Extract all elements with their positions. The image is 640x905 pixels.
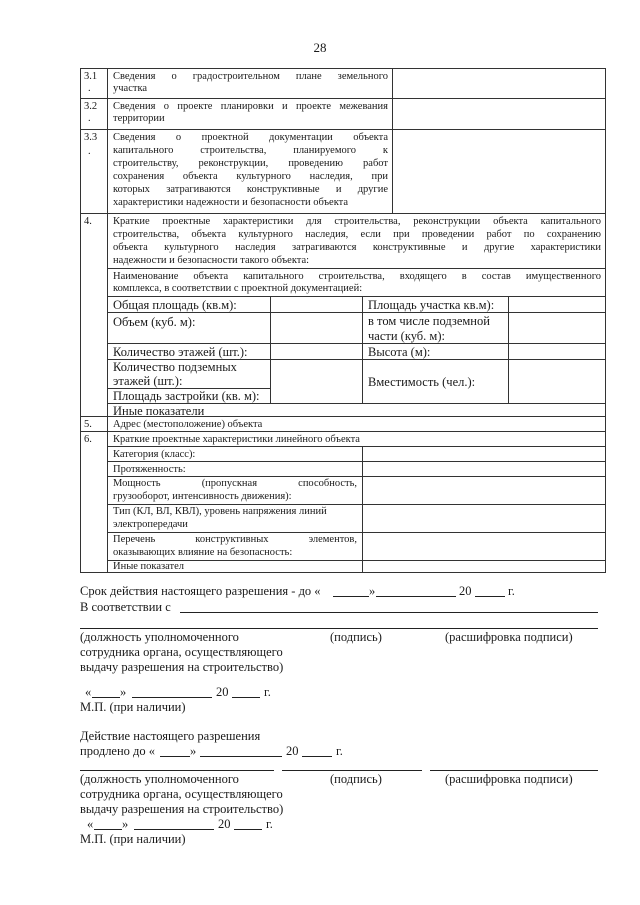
date-open-quote: « bbox=[85, 685, 92, 699]
page-number: 28 bbox=[313, 40, 327, 55]
row-text: строительства, объекта культурного наследия, если при проведении работ по сохранению bbox=[113, 229, 601, 240]
total-area-label: Общая площадь (кв.м): bbox=[113, 298, 237, 312]
extension-year-blank[interactable] bbox=[302, 756, 332, 757]
row-text: надежности и безопасности такого объекта: bbox=[113, 255, 310, 266]
validity-month-blank[interactable] bbox=[376, 596, 456, 597]
position-line[interactable] bbox=[80, 628, 274, 629]
validity-quote: » bbox=[369, 584, 376, 598]
power-label: грузооборот, интенсивность движения): bbox=[113, 491, 292, 502]
category-label: Категория (класс): bbox=[113, 449, 196, 460]
row-number: 3.1 bbox=[84, 71, 98, 82]
validity-year-blank[interactable] bbox=[475, 596, 505, 597]
elements-label: оказывающих влияние на безопасность: bbox=[113, 547, 293, 558]
extension-title: Действие настоящего разрешения bbox=[80, 729, 261, 743]
volume-label: Объем (куб. м): bbox=[113, 315, 196, 329]
stamp-note: М.П. (при наличии) bbox=[80, 832, 186, 846]
other-indicators-label: Иные показатели bbox=[113, 404, 205, 418]
date-year-prefix: 20 bbox=[216, 685, 229, 699]
position-caption: сотрудника органа, осуществляющего bbox=[80, 645, 283, 659]
date-year-suffix: г. bbox=[264, 685, 271, 699]
row-text: сохранения объекта культурного наследия, при bbox=[113, 171, 388, 182]
object-name-label: комплекса, в соответствии с проектной документацией: bbox=[113, 283, 363, 294]
other-indicators-label: Иные показател bbox=[113, 561, 185, 572]
row-number-dot: . bbox=[88, 146, 91, 157]
date-day-blank[interactable] bbox=[92, 697, 120, 698]
position-line[interactable] bbox=[80, 770, 274, 771]
plot-area-label: Площадь участка кв.м): bbox=[368, 298, 495, 312]
object-name-label: Наименование объекта капитального строительства, входящего в состав имущественного bbox=[113, 271, 601, 282]
row-text: Сведения о проекте планировки и проекте межевания bbox=[113, 101, 388, 112]
height-label: Высота (м): bbox=[368, 345, 431, 359]
extension-prefix: продлено до « bbox=[80, 744, 156, 758]
row-text: Сведения о градостроительном плане земельного bbox=[113, 71, 388, 82]
according-label: В соответствии с bbox=[80, 600, 171, 614]
date-day-blank[interactable] bbox=[94, 829, 122, 830]
position-caption: сотрудника органа, осуществляющего bbox=[80, 787, 283, 801]
date-year-suffix: г. bbox=[266, 817, 273, 831]
extension-day-blank[interactable] bbox=[160, 756, 190, 757]
row-number: 6. bbox=[84, 434, 92, 445]
row-number: 4. bbox=[84, 216, 92, 227]
signature-line[interactable] bbox=[282, 770, 422, 771]
date-month-blank[interactable] bbox=[132, 697, 212, 698]
date-open-quote: « bbox=[87, 817, 94, 831]
stamp-note: М.П. (при наличии) bbox=[80, 700, 186, 714]
validity-prefix: Срок действия настоящего разрешения - до « bbox=[80, 584, 321, 598]
position-caption: (должность уполномоченного bbox=[80, 630, 239, 644]
row-text: территории bbox=[113, 113, 165, 124]
row-number: 3.2 bbox=[84, 101, 98, 112]
row-number: 3.3 bbox=[84, 132, 98, 143]
underground-floors-label: этажей (шт.): bbox=[113, 374, 183, 388]
date-year-blank[interactable] bbox=[234, 829, 262, 830]
row-text: Краткие проектные характеристики линейного объекта bbox=[113, 434, 360, 445]
validity-year-suffix: г. bbox=[508, 584, 515, 598]
date-year-blank[interactable] bbox=[232, 697, 260, 698]
date-close-quote: » bbox=[120, 685, 127, 699]
row-text: характеристики надежности и безопасности объекта bbox=[113, 197, 349, 208]
date-close-quote: » bbox=[122, 817, 129, 831]
extension-year-prefix: 20 bbox=[286, 744, 299, 758]
capacity-label: Вместимость (чел.): bbox=[368, 375, 476, 389]
signature-caption: (подпись) bbox=[330, 630, 382, 644]
date-month-blank[interactable] bbox=[134, 829, 214, 830]
position-caption: выдачу разрешения на строительство) bbox=[80, 660, 284, 674]
row-text: которых затрагиваются конструктивные и другие bbox=[113, 184, 388, 195]
floors-label: Количество этажей (шт.): bbox=[113, 345, 248, 359]
underground-floors-label: Количество подземных bbox=[113, 360, 237, 374]
according-blank[interactable] bbox=[180, 612, 598, 613]
length-label: Протяженность: bbox=[113, 464, 186, 475]
decode-caption: (расшифровка подписи) bbox=[445, 630, 573, 644]
date-year-prefix: 20 bbox=[218, 817, 231, 831]
row-number-dot: . bbox=[88, 113, 91, 124]
type-label: Тип (КЛ, ВЛ, КВЛ), уровень напряжения линий bbox=[113, 506, 327, 517]
extension-month-blank[interactable] bbox=[200, 756, 282, 757]
row-text: участка bbox=[113, 83, 148, 94]
power-label: Мощность (пропускная способность, bbox=[113, 478, 357, 489]
address-label: Адрес (местоположение) объекта bbox=[113, 419, 263, 430]
validity-day-blank[interactable] bbox=[333, 596, 369, 597]
extension-close-quote: » bbox=[190, 744, 197, 758]
building-area-label: Площадь застройки (кв. м): bbox=[113, 389, 260, 403]
position-caption: выдачу разрешения на строительство) bbox=[80, 802, 284, 816]
row-text: капитального строительства, планируемого к bbox=[113, 145, 388, 156]
position-caption: (должность уполномоченного bbox=[80, 772, 239, 786]
decode-caption: (расшифровка подписи) bbox=[445, 772, 573, 786]
row-number: 5. bbox=[84, 419, 92, 430]
extension-year-suffix: г. bbox=[336, 744, 343, 758]
row-text: Сведения о проектной документации объекта bbox=[113, 132, 388, 143]
row-text: объекта культурного наследия затрагиваются конструктивные и другие характеристики bbox=[113, 242, 601, 253]
row-number-dot: . bbox=[88, 83, 91, 94]
elements-label: Перечень конструктивных элементов, bbox=[113, 534, 357, 545]
row-text: строительству, реконструкции, проведению работ bbox=[113, 158, 388, 169]
decode-line[interactable] bbox=[430, 770, 598, 771]
underground-part-label: в том числе подземной bbox=[368, 314, 490, 328]
type-label: электропередачи bbox=[113, 519, 188, 530]
row-text: Краткие проектные характеристики для строительства, реконструкции объекта капитального bbox=[113, 216, 601, 227]
underground-part-label: части (куб. м): bbox=[368, 329, 445, 343]
signature-caption: (подпись) bbox=[330, 772, 382, 786]
validity-year-prefix: 20 bbox=[459, 584, 472, 598]
